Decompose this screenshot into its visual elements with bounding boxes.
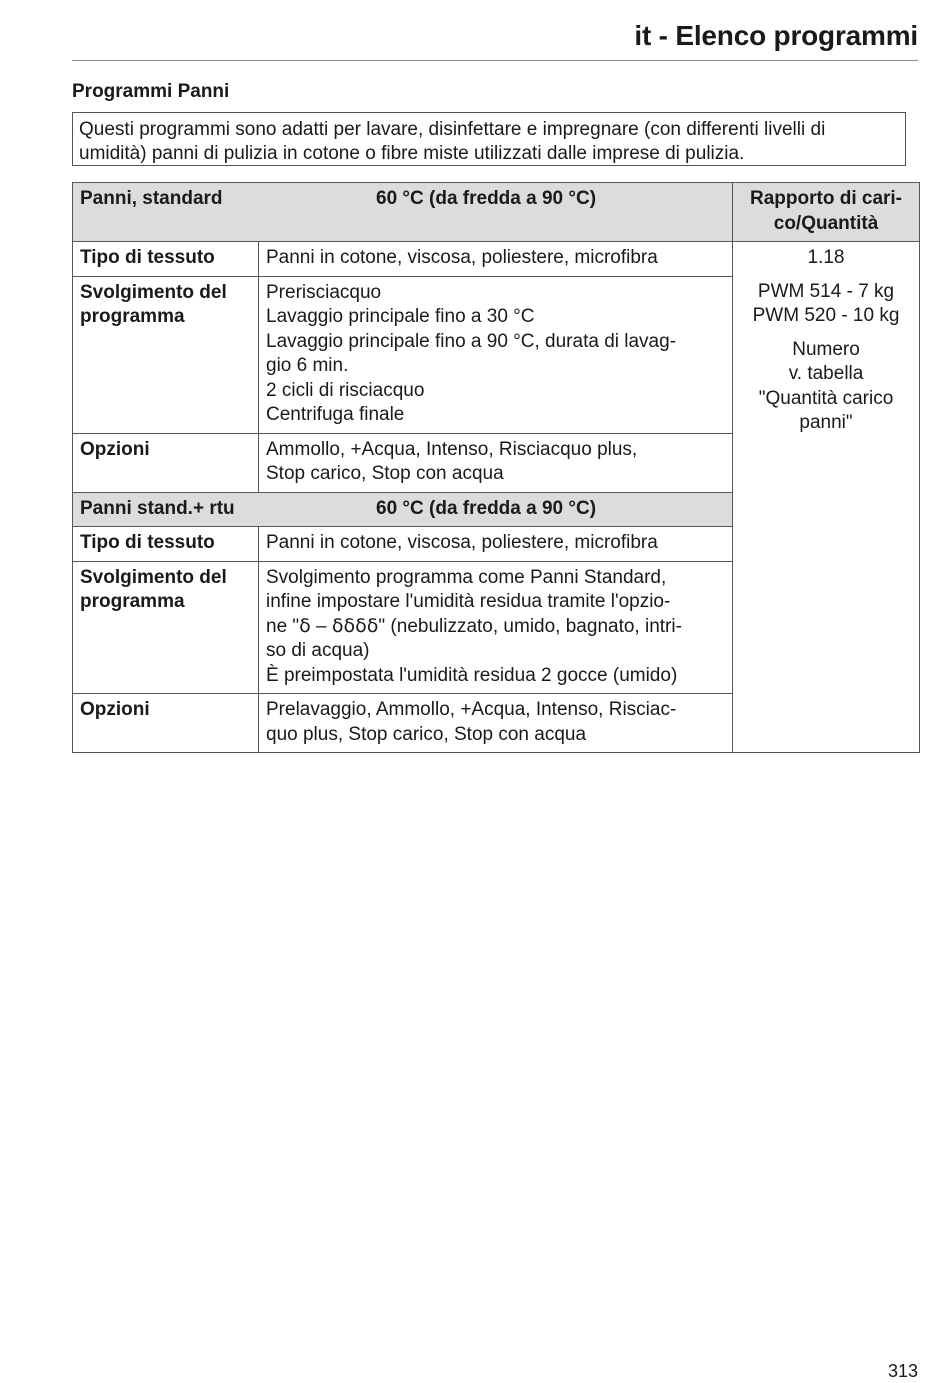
- row-label-line: programma: [80, 591, 185, 612]
- row-label-line: Opzioni: [80, 699, 150, 720]
- intro-line: Questi programmi sono adatti per lavare, disinfettare e impregnare (con differenti livelli di: [79, 119, 826, 140]
- row-label: [73, 561, 259, 694]
- row-value-line: Ammollo, +Acqua, Intenso, Risciacquo plus,: [266, 438, 638, 460]
- ratio-model: PWM 514 - 7 kg: [757, 280, 895, 302]
- ratio-quantity-line: v. tabella: [788, 363, 864, 384]
- ratio-model: PWM 520 - 10 kg: [752, 305, 900, 326]
- ratio-quantity-line: Numero: [792, 338, 860, 360]
- row-value-line: gio 6 min.: [266, 355, 349, 376]
- page-header-title: it - Elenco programmi: [634, 20, 918, 51]
- row-value: [259, 694, 733, 753]
- program-temperature: 60 °C (da fredda a 90 °C): [376, 497, 597, 519]
- row-value-line: Svolgimento programma come Panni Standard,: [266, 566, 667, 588]
- row-label-line: Tipo di tessuto: [80, 247, 215, 268]
- intro-line: umidità) panni di pulizia in cotone o fibre miste utilizzati dalle imprese di pulizia.: [79, 143, 745, 164]
- program-table: [72, 182, 920, 753]
- ratio-header-line: Rapporto di cari-: [750, 188, 903, 209]
- ratio-header: [733, 183, 920, 242]
- program-header: [73, 183, 733, 242]
- row-label-line: Svolgimento del: [80, 281, 227, 303]
- row-label: [73, 527, 259, 562]
- row-value-line: Lavaggio principale fino a 30 °C: [266, 306, 535, 327]
- page-number: 313: [887, 1361, 918, 1381]
- row-value-line: Panni in cotone, viscosa, poliestere, microfibra: [266, 532, 658, 553]
- row-value-line: so di acqua): [266, 640, 370, 661]
- row-value: [259, 561, 733, 694]
- program-temperature: 60 °C (da fredda a 90 °C): [376, 188, 597, 209]
- row-value: [259, 433, 733, 492]
- ratio-quantity-line: "Quantità carico: [758, 387, 894, 409]
- row-label-line: programma: [80, 306, 185, 327]
- program-header-row: [73, 183, 920, 242]
- row-label: [73, 433, 259, 492]
- program-name: Panni, standard: [80, 188, 223, 209]
- row-label: [73, 276, 259, 433]
- row-label: [73, 242, 259, 277]
- row-label: [73, 694, 259, 753]
- program-header: [73, 492, 733, 527]
- row-value-line: Prelavaggio, Ammollo, +Acqua, Intenso, Risciac-: [266, 699, 677, 720]
- row-label-line: Svolgimento del: [80, 566, 227, 588]
- row-value-line: ne "ẟ – ẟẟẟẟ" (nebulizzato, umido, bagnato, intri-: [266, 615, 682, 637]
- intro-box: [72, 112, 906, 166]
- row-value: [259, 242, 733, 277]
- row-value-line: Stop carico, Stop con acqua: [266, 463, 504, 484]
- program-name: Panni stand.+ rtu: [80, 497, 235, 519]
- ratio-cell: [733, 242, 920, 753]
- row-value-line: Panni in cotone, viscosa, poliestere, microfibra: [266, 247, 658, 268]
- row-value-line: quo plus, Stop carico, Stop con acqua: [266, 723, 587, 745]
- row-label-line: Opzioni: [80, 438, 150, 460]
- ratio-value: 1.18: [807, 247, 845, 268]
- section-title: Programmi Panni: [72, 81, 230, 102]
- row-label-line: Tipo di tessuto: [80, 532, 215, 553]
- table-row: [73, 242, 920, 277]
- row-value: [259, 527, 733, 562]
- header-divider: [72, 60, 918, 61]
- row-value-line: 2 cicli di risciacquo: [266, 379, 425, 401]
- row-value: [259, 276, 733, 433]
- ratio-header-line: co/Quantità: [773, 212, 879, 234]
- row-value-line: È preimpostata l'umidità residua 2 gocce (umido): [266, 664, 678, 686]
- row-value-line: Centrifuga finale: [266, 404, 405, 425]
- row-value-line: Lavaggio principale fino a 90 °C, durata di lavag-: [266, 330, 677, 352]
- row-value-line: infine impostare l'umidità residua tramite l'opzio-: [266, 591, 671, 612]
- ratio-quantity-line: panni": [799, 412, 853, 433]
- row-value-line: Prerisciacquo: [266, 281, 382, 303]
